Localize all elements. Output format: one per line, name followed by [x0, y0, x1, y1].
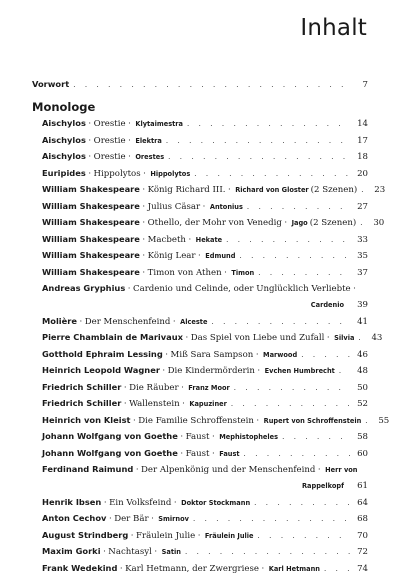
toc-entry[interactable]	[32, 349, 368, 361]
separator-dot: ·	[211, 432, 215, 442]
dot-leader	[358, 333, 364, 344]
dot-leader	[301, 350, 350, 361]
author-name: Maxim Gorki	[42, 546, 101, 556]
separator-dot: ·	[261, 563, 265, 574]
toc-entry[interactable]	[32, 530, 368, 542]
work-title: Die Räuber	[129, 382, 179, 393]
author-name: William Shakespeare	[42, 184, 140, 194]
separator-dot: ·	[88, 119, 92, 129]
toc-entry[interactable]	[32, 431, 368, 443]
author-name: Gotthold Ephraim Lessing	[42, 348, 163, 359]
toc-entry-first-line	[42, 464, 368, 476]
separator-dot: ·	[135, 465, 139, 475]
page-number: 30	[373, 218, 385, 228]
author-name: Heinrich Leopold Wagner	[42, 365, 160, 375]
role-name: Richard von Gloster	[235, 186, 309, 194]
scene-count: (2 Szenen)	[310, 185, 358, 195]
separator-dot: ·	[353, 284, 356, 294]
toc-entry[interactable]	[32, 382, 368, 394]
separator-dot: ·	[130, 530, 134, 541]
page-number: 43	[371, 333, 383, 343]
separator-dot: ·	[180, 448, 184, 459]
author-name: Frank Wedekind	[42, 562, 118, 573]
dot-leader	[244, 449, 350, 460]
page-number: 39	[357, 300, 368, 310]
work-title: Macbeth	[147, 234, 186, 245]
dot-leader	[282, 432, 350, 443]
author-name: Friedrich Schiller	[42, 381, 122, 392]
dot-leader	[187, 119, 350, 130]
role-name: Klytaimestra	[135, 120, 183, 128]
page-number: 37	[357, 267, 368, 278]
separator-dot: ·	[154, 547, 158, 557]
separator-dot: ·	[119, 563, 123, 574]
separator-dot: ·	[142, 251, 146, 261]
role-name: Rappelkopf	[301, 482, 344, 490]
work-title: Ein Volksfeind	[109, 497, 172, 508]
page-number: 58	[357, 432, 368, 442]
role-name: Faust	[219, 449, 240, 458]
page-number: 35	[357, 251, 368, 261]
author-name: Euripides	[42, 167, 86, 178]
toc-entry[interactable]	[32, 118, 368, 130]
role-name: Edmund	[205, 252, 236, 260]
separator-dot: ·	[79, 316, 83, 327]
toc-entry[interactable]	[32, 513, 368, 525]
role-name: Rupert von Schroffenstein	[263, 416, 362, 425]
page-number: 27	[357, 201, 368, 212]
separator-dot: ·	[256, 415, 260, 426]
page-number: 17	[357, 135, 368, 146]
role-name: Orestes	[135, 153, 165, 161]
dot-leader	[226, 235, 350, 246]
author-name: Pierre Chamblain de Marivaux	[42, 332, 184, 342]
author-name: August Strindberg	[42, 529, 129, 540]
separator-dot: ·	[142, 267, 146, 278]
vorwort-label: Vorwort	[32, 79, 70, 89]
separator-dot: ·	[224, 267, 227, 278]
work-title: Der Alpenkönig und der Menschenfeind	[141, 465, 316, 475]
author-name: Johann Wolfgang von Goethe	[42, 431, 178, 441]
work-title: Othello, der Mohr von Venedig	[147, 218, 282, 228]
separator-dot: ·	[180, 432, 184, 442]
role-name: Hekate	[195, 235, 223, 244]
role-name: Evchen Humbrecht	[264, 367, 335, 375]
author-name: William Shakespeare	[42, 233, 140, 244]
page-number: 70	[357, 530, 368, 541]
role-name: Elektra	[135, 136, 162, 145]
dot-leader	[211, 317, 350, 328]
work-title: Julius Cäsar	[147, 201, 201, 212]
separator-dot: ·	[197, 530, 201, 541]
separator-dot: ·	[185, 333, 189, 343]
page-number: 46	[357, 349, 368, 360]
work-title: König Richard III.	[147, 185, 226, 195]
separator-dot: ·	[143, 168, 146, 179]
toc-entry[interactable]	[32, 448, 368, 460]
toc-entry[interactable]	[32, 332, 383, 344]
toc-entry[interactable]	[32, 201, 368, 213]
dot-leader	[258, 268, 350, 279]
page-number: 20	[357, 168, 368, 179]
author-name: Friedrich Schiller	[42, 398, 122, 408]
separator-dot: ·	[211, 448, 215, 459]
dot-leader	[73, 80, 350, 91]
dot-leader	[339, 366, 350, 377]
separator-dot: ·	[88, 135, 92, 146]
work-title: Faust	[185, 432, 210, 442]
page-number: 60	[357, 448, 368, 459]
author-name: Henrik Ibsen	[42, 496, 102, 507]
page-number: 23	[374, 185, 386, 195]
dot-leader	[360, 218, 366, 229]
author-name: Aischylos	[42, 151, 86, 161]
work-title: Cardenio und Celinde, oder Unglücklich Verliebte	[133, 284, 351, 294]
dot-leader	[234, 383, 350, 394]
toc-entry[interactable]	[32, 398, 368, 410]
separator-dot: ·	[133, 415, 136, 426]
author-name: William Shakespeare	[42, 217, 140, 227]
separator-dot: ·	[182, 399, 185, 409]
separator-dot: ·	[128, 135, 131, 146]
toc-entry[interactable]	[32, 184, 386, 196]
work-title: Die Familie Schroffenstein	[138, 415, 254, 426]
work-title: Die Kindermörderin	[167, 366, 255, 376]
toc-entry-list	[32, 118, 390, 575]
separator-dot: ·	[88, 152, 92, 162]
work-title: Nachtasyl	[108, 547, 152, 557]
author-name: Heinrich von Kleist	[42, 414, 131, 425]
dot-leader	[166, 136, 350, 147]
author-name: Aischylos	[42, 118, 86, 128]
role-name: Mephistopheles	[219, 433, 279, 441]
separator-dot: ·	[284, 218, 288, 228]
page-number: 55	[378, 415, 390, 426]
dot-leader	[365, 416, 371, 427]
separator-dot: ·	[88, 168, 92, 179]
separator-dot: ·	[227, 185, 231, 195]
separator-dot: ·	[142, 185, 146, 195]
role-name: Cardenio	[310, 301, 344, 309]
page-number: 7	[362, 80, 368, 90]
author-name: William Shakespeare	[42, 266, 140, 277]
dot-leader	[324, 564, 350, 575]
toc-entry-first-line	[42, 283, 368, 295]
role-name: Fräulein Julie	[204, 531, 254, 540]
separator-dot: ·	[198, 251, 201, 261]
role-name: Smirnov	[158, 515, 189, 523]
toc-entry[interactable]	[32, 546, 368, 558]
separator-dot: ·	[142, 234, 146, 245]
work-title: Orestie	[93, 152, 126, 162]
page-number: 48	[357, 366, 368, 376]
toc-entry[interactable]	[32, 217, 385, 229]
role-name: Antonius	[209, 202, 243, 211]
work-title: Timon von Athen	[147, 267, 222, 278]
page-number: 33	[357, 234, 368, 245]
toc-entry[interactable]	[32, 414, 390, 427]
separator-dot: ·	[103, 497, 107, 508]
page-number: 18	[357, 152, 368, 162]
separator-dot: ·	[123, 382, 127, 393]
role-name: Jago	[291, 219, 308, 227]
author-name: Johann Wolfgang von Goethe	[42, 447, 178, 458]
page-number: 74	[357, 563, 368, 574]
work-title: Orestie	[93, 135, 126, 146]
toc-entry[interactable]	[32, 168, 368, 180]
toc-entry[interactable]	[32, 267, 368, 279]
dot-leader	[168, 152, 350, 163]
role-name: Timon	[231, 268, 255, 277]
dot-leader	[185, 547, 350, 558]
author-name: Aischylos	[42, 134, 86, 145]
author-name: Andreas Gryphius	[42, 283, 126, 293]
toc-entry[interactable]	[32, 234, 368, 246]
toc-entry[interactable]	[32, 464, 368, 492]
dot-leader	[193, 514, 350, 525]
author-name: Ferdinand Raimund	[42, 464, 134, 474]
scene-count: (2 Szenen)	[309, 218, 357, 228]
separator-dot: ·	[181, 382, 184, 393]
work-title: Wallenstein	[129, 399, 180, 409]
separator-dot: ·	[128, 119, 131, 129]
work-title: Das Spiel von Liebe und Zufall	[190, 333, 325, 343]
page-number: 14	[357, 119, 368, 129]
page-number: 50	[357, 382, 368, 393]
separator-dot: ·	[317, 465, 321, 475]
author-name: Anton Cechov	[42, 513, 107, 523]
section-heading-monologe: Monologe	[32, 100, 96, 114]
dot-leader	[231, 399, 350, 410]
work-title: Karl Hetmann, der Zwergriese	[125, 563, 259, 574]
separator-dot: ·	[108, 514, 112, 524]
separator-dot: ·	[165, 349, 169, 360]
dot-leader	[194, 169, 350, 180]
work-title: Fräulein Julie	[136, 530, 196, 541]
work-title: Der Bär	[114, 514, 149, 524]
page-number: 41	[357, 316, 368, 327]
page-title: Inhalt	[300, 15, 367, 41]
page-number: 61	[357, 481, 368, 491]
toc-entry[interactable]	[32, 563, 368, 575]
toc-entry[interactable]	[32, 316, 368, 328]
separator-dot: ·	[188, 234, 192, 245]
separator-dot: ·	[202, 201, 206, 212]
separator-dot: ·	[162, 366, 166, 376]
role-name: Doktor Stockmann	[181, 498, 251, 507]
work-title: Der Menschenfeind	[84, 316, 171, 327]
separator-dot: ·	[173, 497, 177, 508]
author-name: Molière	[42, 315, 77, 326]
separator-dot: ·	[142, 201, 146, 212]
toc-entry-vorwort[interactable]	[32, 79, 368, 91]
role-name: Karl Hetmann	[268, 564, 320, 573]
toc-entry[interactable]	[32, 135, 368, 147]
toc-entry-second-line	[42, 481, 368, 492]
page-number: 64	[357, 497, 368, 508]
author-name: William Shakespeare	[42, 250, 140, 260]
separator-dot: ·	[151, 514, 154, 524]
role-name: Satin	[161, 548, 181, 556]
role-name: Franz Moor	[188, 383, 230, 392]
separator-dot: ·	[255, 349, 259, 360]
dot-leader	[254, 498, 350, 509]
role-name: Herr von	[325, 466, 358, 474]
separator-dot: ·	[257, 366, 261, 376]
dot-leader	[247, 202, 350, 213]
toc-entry[interactable]	[32, 250, 368, 262]
work-title: Faust	[185, 448, 210, 459]
dot-leader	[239, 251, 350, 262]
table-of-contents	[32, 79, 390, 579]
separator-dot: ·	[326, 333, 330, 343]
dot-leader	[361, 185, 367, 196]
role-name: Marwood	[263, 350, 298, 359]
author-name: William Shakespeare	[42, 200, 140, 211]
role-name: Kapuziner	[189, 400, 227, 408]
toc-entry[interactable]	[32, 365, 368, 377]
separator-dot: ·	[127, 284, 131, 294]
work-title: König Lear	[147, 251, 196, 261]
role-name: Hippolytos	[150, 169, 191, 178]
separator-dot: ·	[123, 399, 127, 409]
page-number: 72	[357, 547, 368, 557]
separator-dot: ·	[103, 547, 106, 557]
toc-entry-second-line	[42, 300, 368, 311]
separator-dot: ·	[128, 152, 131, 162]
toc-entry[interactable]	[32, 497, 368, 509]
dot-leader	[258, 531, 350, 542]
separator-dot: ·	[142, 218, 146, 228]
work-title: Orestie	[93, 119, 126, 129]
page-number: 52	[357, 399, 368, 409]
separator-dot: ·	[172, 316, 176, 327]
work-title: Hippolytos	[93, 168, 141, 179]
toc-entry[interactable]	[32, 283, 368, 311]
role-name: Alceste	[180, 317, 208, 326]
work-title: Miß Sara Sampson	[170, 349, 254, 360]
role-name: Silvia	[334, 334, 355, 342]
toc-entry[interactable]	[32, 151, 368, 163]
page-number: 68	[357, 514, 368, 524]
